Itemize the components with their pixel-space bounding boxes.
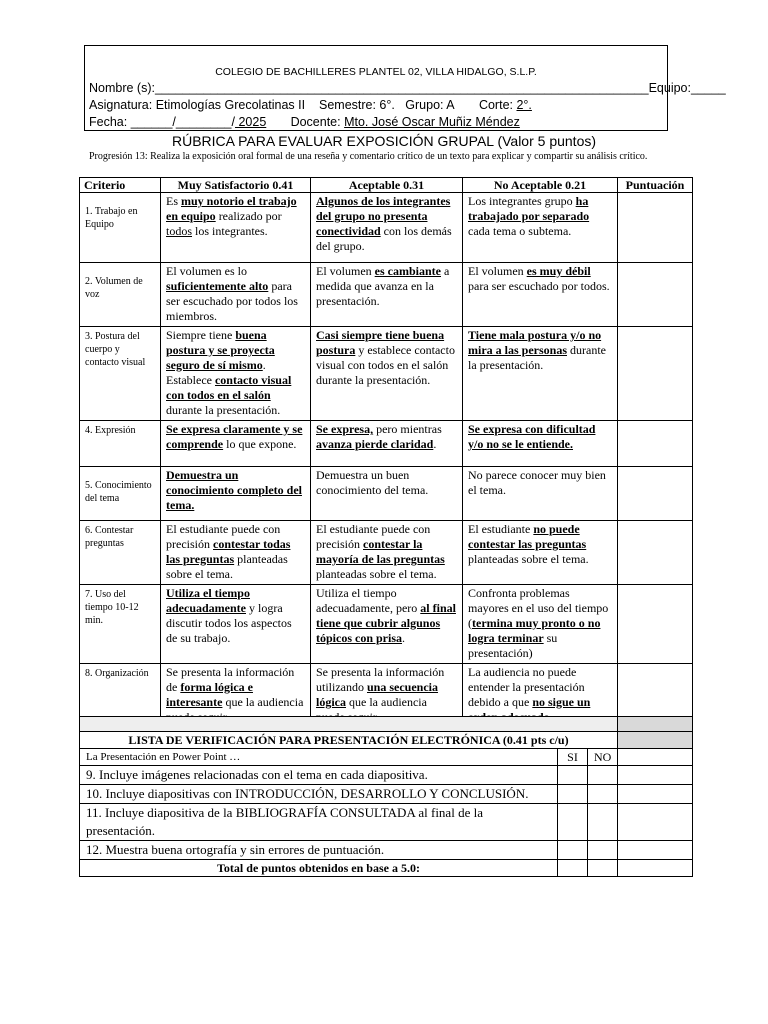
fecha-field[interactable]: ______/________/	[130, 115, 235, 129]
aceptable-cell	[311, 327, 463, 421]
no-cell[interactable]	[588, 785, 618, 804]
checklist-item-10: 10. Incluye diapositivas con INTRODUCCIÓN, DESARROLLO Y CONCLUSIÓN.	[80, 785, 558, 804]
page-title: RÚBRICA PARA EVALUAR EXPOSICIÓN GRUPAL (Valor 5 puntos)	[171, 133, 597, 149]
corte-value: 2°.	[516, 98, 532, 112]
checklist-item	[80, 841, 693, 860]
emphasis-text: Algunos de los integrantes del grupo no presenta conectividad	[316, 194, 451, 238]
rubric-row	[80, 327, 693, 421]
muy-satisfactorio-cell	[161, 585, 311, 664]
si-cell[interactable]	[558, 804, 588, 841]
descriptor-text: y establece contacto visual con todos en el salón durante la presentación.	[316, 343, 455, 387]
criterion-cell: 2. Volumen de voz	[80, 263, 161, 327]
total-row	[80, 860, 693, 877]
descriptor-text: realizado por	[215, 209, 282, 223]
nombre-label: Nombre (s):	[89, 81, 155, 95]
descriptor-text: Se presenta la información de	[166, 665, 295, 694]
checklist-spacer-row	[80, 717, 693, 732]
si-cell[interactable]	[558, 841, 588, 860]
no-aceptable-cell	[463, 327, 618, 421]
emphasis-text: suficientemente alto	[166, 279, 269, 293]
header-box	[84, 45, 726, 131]
descriptor-text: .	[402, 631, 406, 645]
checklist-item-11: 11. Incluye diapositiva de la BIBLIOGRAFÍA CONSULTADA al final de la presentación.	[80, 804, 558, 841]
total-label: Total de puntos obtenidos en base a 5.0:	[80, 860, 558, 877]
no-aceptable-cell	[463, 521, 618, 585]
emphasis-text: forma lógica e interesante	[166, 680, 253, 709]
descriptor-text: . Establece	[166, 358, 266, 387]
rubric-row	[80, 521, 693, 585]
emphasis-text: no sigue un	[532, 695, 591, 709]
emphasis-text: contestar la mayoría de las preguntas	[316, 537, 445, 566]
descriptor-text: lo que expone.	[223, 437, 297, 451]
descriptor-text: y logra discutir todos los aspectos de su trabajo.	[166, 601, 292, 645]
header-muy-satisfactorio: Muy Satisfactorio 0.41	[161, 178, 311, 193]
rubric-row	[80, 585, 693, 664]
aceptable-cell	[311, 263, 463, 327]
muy-satisfactorio-cell	[161, 263, 311, 327]
aceptable-cell	[311, 421, 463, 467]
emphasis-text: Demuestra un conocimiento completo del tema.	[166, 468, 302, 512]
descriptor-text: Confronta problemas mayores en el uso del tiempo (	[468, 586, 609, 630]
sub-score-cell	[618, 749, 693, 766]
emphasis-text: ha trabajado por separado	[468, 194, 590, 223]
checklist-item-9: 9. Incluye imágenes relacionadas con el tema en cada diapositiva.	[80, 766, 558, 785]
no-aceptable-cell	[463, 421, 618, 467]
emphasis-text: una secuencia lógica	[316, 680, 439, 709]
descriptor-text: No parece conocer muy bien el tema.	[468, 468, 606, 497]
spacer-cell	[80, 717, 618, 732]
emphasis-text: es cambiante	[374, 264, 441, 278]
aceptable-cell	[311, 585, 463, 664]
no-header: NO	[588, 749, 618, 766]
rubric-header-row	[80, 178, 693, 193]
aceptable-cell	[311, 193, 463, 263]
no-cell[interactable]	[588, 766, 618, 785]
muy-satisfactorio-cell	[161, 521, 311, 585]
checklist-item	[80, 785, 693, 804]
descriptor-text: El estudiante	[468, 522, 534, 536]
header-no-aceptable: No Aceptable 0.21	[463, 178, 618, 193]
puntuacion-cell[interactable]	[618, 421, 693, 467]
corte-label: Corte:	[478, 98, 513, 112]
descriptor-text: planteadas sobre el tema.	[316, 567, 437, 581]
si-cell[interactable]	[558, 766, 588, 785]
descriptor-text: planteadas sobre el tema.	[468, 552, 589, 566]
aceptable-cell	[311, 521, 463, 585]
rubric-row	[80, 263, 693, 327]
rubric-table	[79, 177, 693, 728]
descriptor-text: .	[433, 437, 437, 451]
descriptor-text: durante la presentación.	[468, 343, 606, 372]
asignatura-value: Etimologías Grecolatinas II	[155, 98, 306, 112]
title-gray-cell	[618, 732, 693, 749]
descriptor-text: El volumen	[468, 264, 527, 278]
emphasis-text: avanza pierde claridad	[316, 437, 434, 451]
no-aceptable-cell	[463, 193, 618, 263]
descriptor-text: para ser escuchado por todos los miembros.	[166, 279, 298, 323]
docente-value: Mto. José Oscar Muñiz Méndez	[344, 115, 520, 129]
checklist-item	[80, 804, 693, 841]
muy-satisfactorio-cell	[161, 193, 311, 263]
emphasis-text: Tiene mala postura y/o no mira a las personas	[468, 328, 602, 357]
emphasis-text: Se expresa,	[316, 422, 374, 436]
emphasis-text: buena postura y se proyecta seguro de sí mismo	[166, 328, 275, 372]
header-criterio: Criterio	[80, 178, 161, 193]
emphasis-text: Utiliza el tiempo adecuadamente	[166, 586, 250, 615]
checklist-item-12: 12. Muestra buena ortografía y sin errores de puntuación.	[80, 841, 558, 860]
criterion-cell: 3. Postura del cuerpo y contacto visual	[80, 327, 161, 421]
no-cell[interactable]	[588, 804, 618, 841]
emphasis-text: termina muy pronto o no logra terminar	[468, 616, 601, 645]
checklist-table	[79, 716, 693, 877]
descriptor-text: El volumen	[316, 264, 375, 278]
emphasis-text: es muy débil	[526, 264, 591, 278]
descriptor-text: cada tema o subtema.	[468, 224, 572, 238]
emphasis-text: Se expresa con dificultad y/o no se le entiende.	[468, 422, 596, 451]
descriptor-text: Es	[166, 194, 181, 208]
emphasis-text: no puede contestar las preguntas	[468, 522, 587, 551]
progresion-text: Progresión 13: Realiza la exposición oral formal de una reseña y comentario crítico de un texto para explicar y compartir su análisis crítico.	[89, 151, 648, 162]
descriptor-text: Utiliza el tiempo adecuadamente, pero	[316, 586, 421, 615]
equipo-field[interactable]: _____	[690, 81, 726, 95]
checklist-title: LISTA DE VERIFICACIÓN PARA PRESENTACIÓN ELECTRÓNICA (0.41 pts c/u)	[80, 732, 618, 749]
puntuacion-cell[interactable]	[618, 193, 693, 263]
score-cell[interactable]	[618, 841, 693, 860]
nombre-line	[89, 81, 726, 95]
criterion-cell: 5. Conocimiento del tema	[80, 467, 161, 521]
descriptor-text: La audiencia no puede entender la presentación debido a que	[468, 665, 585, 709]
docente-label: Docente:	[290, 115, 341, 129]
emphasis-text: Se expresa claramente y se comprende	[166, 422, 303, 451]
total-si-cell	[558, 860, 588, 877]
muy-satisfactorio-cell	[161, 467, 311, 521]
descriptor-text: El volumen es lo	[166, 264, 247, 278]
asignatura-label: Asignatura:	[89, 98, 153, 112]
score-cell[interactable]	[618, 766, 693, 785]
emphasis-text: contestar todas las preguntas	[166, 537, 291, 566]
muy-satisfactorio-cell	[161, 421, 311, 467]
no-cell[interactable]	[588, 841, 618, 860]
spacer-gray-cell	[618, 717, 693, 732]
puntuacion-cell[interactable]	[618, 263, 693, 327]
descriptor-text: Siempre tiene	[166, 328, 236, 342]
score-cell[interactable]	[618, 804, 693, 841]
descriptor-text: su presentación)	[468, 631, 558, 660]
checklist-subheader-row	[80, 749, 693, 766]
checklist-title-row	[80, 732, 693, 749]
emphasis-text: muy notorio el trabajo en equipo	[166, 194, 297, 223]
criterion-cell: 6. Contestar preguntas	[80, 521, 161, 585]
descriptor-text: los integrantes.	[192, 224, 268, 238]
fecha-label: Fecha:	[89, 115, 128, 129]
rubric-row	[80, 467, 693, 521]
rubric-row	[80, 193, 693, 263]
checklist-item	[80, 766, 693, 785]
descriptor-text: El estudiante puede con precisión	[166, 522, 281, 551]
descriptor-text: Demuestra un buen conocimiento del tema.	[316, 468, 429, 497]
descriptor-text: pero mientras	[373, 422, 442, 436]
header-puntuacion: Puntuación	[618, 178, 693, 193]
emphasis-text: contacto visual con todos en el salón	[166, 373, 292, 402]
descriptor-text: Los integrantes grupo	[468, 194, 576, 208]
puntuacion-cell[interactable]	[618, 327, 693, 421]
descriptor-text: El estudiante puede con precisión	[316, 522, 431, 551]
asignatura-line	[89, 98, 532, 112]
total-no-cell	[588, 860, 618, 877]
school-name: COLEGIO DE BACHILLERES PLANTEL 02, VILLA HIDALGO, S.L.P.	[215, 66, 537, 78]
descriptor-text: que la audiencia	[225, 695, 304, 709]
rubric-row	[80, 421, 693, 467]
grupo: Grupo: A	[405, 98, 455, 112]
criterion-cell: 1. Trabajo en Equipo	[80, 193, 161, 263]
nombre-field[interactable]: _______________________________________________________________________	[154, 81, 649, 95]
si-cell[interactable]	[558, 785, 588, 804]
criterion-cell: 4. Expresión	[80, 421, 161, 467]
descriptor-text: planteadas sobre el tema.	[166, 552, 288, 581]
no-aceptable-cell	[463, 263, 618, 327]
criterion-cell: 7. Uso del tiempo 10-12 min.	[80, 585, 161, 664]
si-header: SI	[558, 749, 588, 766]
descriptor-text: durante la presentación.	[166, 403, 281, 417]
puntuacion-cell[interactable]	[618, 521, 693, 585]
checklist-subheader: La Presentación en Power Point …	[80, 749, 558, 766]
header-aceptable: Aceptable 0.31	[311, 178, 463, 193]
puntuacion-cell[interactable]	[618, 585, 693, 664]
muy-satisfactorio-cell	[161, 327, 311, 421]
descriptor-text: a medida que avanza en la presentación.	[316, 264, 450, 308]
no-aceptable-cell	[463, 467, 618, 521]
criterion-cell: 8. Organización	[80, 664, 161, 728]
no-aceptable-cell	[463, 585, 618, 664]
equipo-label: Equipo:	[648, 81, 691, 95]
descriptor-text: que la audiencia	[349, 695, 427, 709]
descriptor-text: con los demás del grupo.	[316, 224, 452, 253]
semestre: Semestre: 6°.	[319, 98, 395, 112]
puntuacion-cell[interactable]	[618, 467, 693, 521]
descriptor-text: Se presenta la información utilizando	[316, 665, 445, 694]
aceptable-cell	[311, 467, 463, 521]
fecha-year: 2025	[234, 115, 267, 129]
total-score-cell[interactable]	[618, 860, 693, 877]
descriptor-text: para ser escuchado por todos.	[468, 279, 610, 293]
score-cell[interactable]	[618, 785, 693, 804]
emphasis-text: Casi siempre tiene buena postura	[316, 328, 445, 357]
emphasis-text: al final tiene que cubrir algunos tópicos con prisa	[316, 601, 456, 645]
fecha-line	[89, 115, 520, 129]
descriptor-text: todos	[166, 224, 193, 238]
